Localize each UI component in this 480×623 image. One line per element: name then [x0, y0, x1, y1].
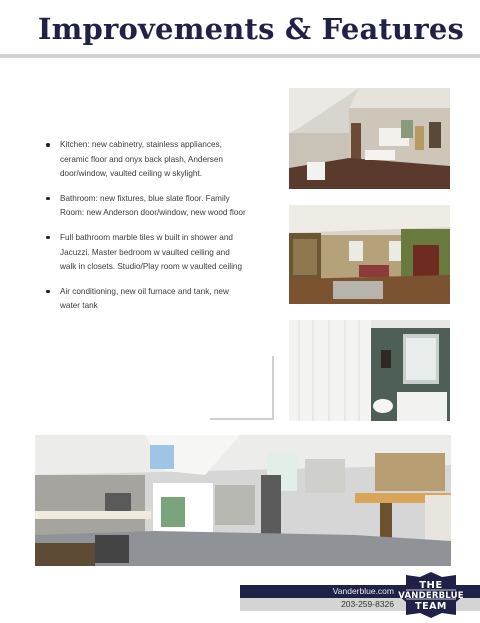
logo-line-2: VANDERBLUE — [398, 591, 464, 601]
bathroom-photo — [289, 320, 450, 421]
bullet-icon — [46, 197, 50, 201]
footer-phone: 203-259-8326 — [341, 599, 394, 609]
list-item — [46, 231, 246, 275]
list-item — [46, 138, 246, 182]
list-item — [46, 285, 246, 314]
title-divider — [0, 54, 480, 58]
feature-text: Bathroom: new fixtures, blue slate floor. Family Room: new Anderson door/window, new wood floor — [60, 193, 246, 218]
list-item — [46, 192, 246, 221]
feature-text: Kitchen: new cabinetry, stainless appliances, ceramic floor and onyx back plash, Andersen door/window, vaulted ceiling w skylight. — [60, 140, 223, 179]
decorative-frame-vertical — [272, 356, 274, 420]
features-list — [46, 138, 246, 324]
bedroom-photo — [289, 88, 450, 189]
team-logo — [398, 572, 464, 618]
bullet-icon — [46, 290, 50, 294]
bullet-icon — [46, 143, 50, 147]
feature-text: Full bathroom marble tiles w built in shower and Jacuzzi. Master bedroom w vaulted ceiling and walk in closets. Studio/Play room w vaulted ceiling — [60, 232, 243, 272]
page-title: Improvements & Features — [37, 12, 464, 46]
studio-panorama-photo — [35, 435, 451, 566]
logo-line-3: TEAM — [415, 601, 447, 612]
bullet-icon — [46, 236, 50, 240]
feature-text: Air conditioning, new oil furnace and tank, new water tank — [60, 286, 229, 311]
decorative-frame-horizontal — [210, 418, 274, 420]
family-room-photo — [289, 205, 450, 304]
footer-website[interactable]: Vanderblue.com — [332, 586, 394, 596]
logo-line-1: THE — [419, 580, 443, 591]
